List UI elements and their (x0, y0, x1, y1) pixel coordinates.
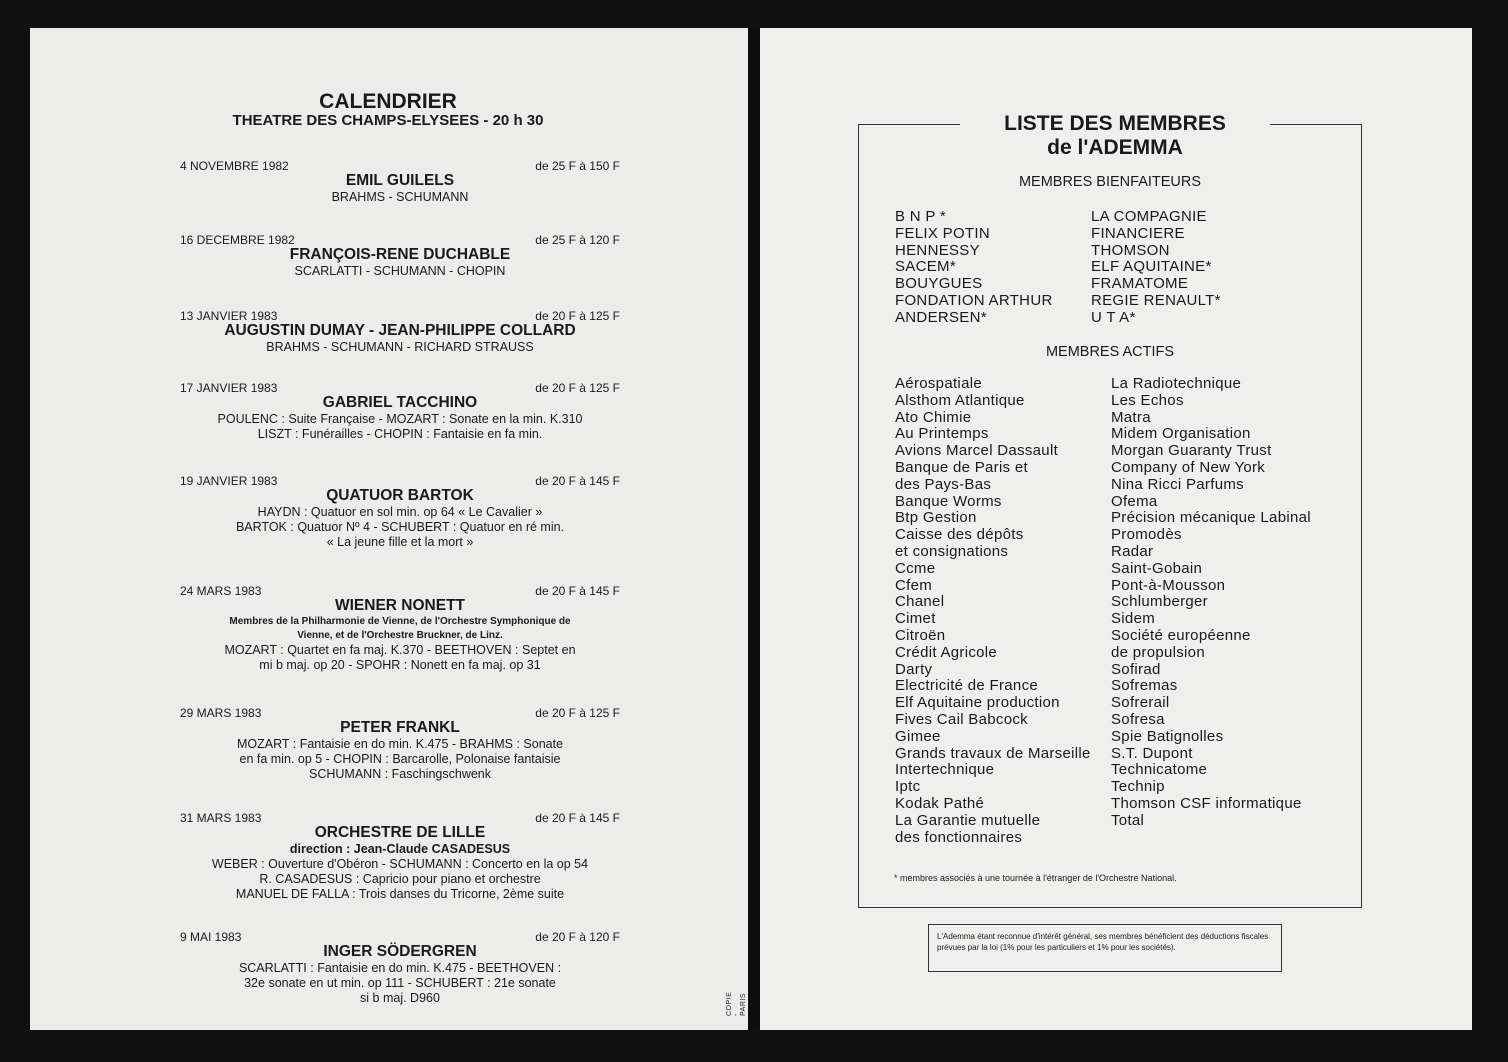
member-name: Intertechnique (895, 761, 995, 779)
member-name: Ccme (895, 559, 936, 577)
concert-program (160, 190, 640, 205)
member-name: Kodak Pathé (895, 794, 985, 812)
member-name: Sofresa (1111, 710, 1165, 728)
member-name: Cimet (895, 610, 936, 628)
concert-price: de 20 F à 145 F (535, 811, 620, 825)
member-name: ANDERSEN* (895, 308, 987, 326)
members-title-line: LISTE DES MEMBRES (1004, 112, 1226, 135)
member-name: Pont-à-Mousson (1111, 576, 1226, 594)
member-name: Grands travaux de Marseille (895, 744, 1091, 762)
member-name: La Radiotechnique (1111, 375, 1242, 392)
member-name: Banque de Paris et (895, 458, 1028, 476)
member-name: Sofrerail (1111, 694, 1170, 712)
concert-program (160, 737, 640, 782)
concert-date: 31 MARS 1983 (180, 811, 262, 825)
program-line: « La jeune fille et la mort » (326, 535, 474, 549)
concert-artist: ORCHESTRE DE LILLE (314, 824, 486, 841)
left-page (30, 28, 748, 1030)
concert-date: 16 DECEMBRE 1982 (180, 233, 295, 247)
concert-date: 13 JANVIER 1983 (180, 309, 278, 323)
member-name: Banque Worms (895, 492, 1002, 510)
member-name: Matra (1111, 408, 1151, 426)
member-name: Midem Organisation (1111, 425, 1251, 443)
member-name: Elf Aquitaine production (895, 694, 1060, 712)
concert-program (160, 961, 640, 1006)
member-name: Fives Cail Babcock (895, 710, 1028, 728)
member-name: Avions Marcel Dassault (895, 442, 1059, 460)
member-name: Darty (895, 660, 933, 678)
concert-program (160, 340, 640, 355)
concert-date: 24 MARS 1983 (180, 584, 262, 598)
member-name: Btp Gestion (895, 509, 977, 527)
member-name: Schlumberger (1111, 593, 1208, 611)
concert-program (160, 412, 640, 442)
member-name: Morgan Guaranty Trust (1111, 442, 1272, 460)
member-name: Cfem (895, 576, 933, 594)
program-line: BRAHMS - SCHUMANN (331, 190, 469, 204)
member-name: Alsthom Atlantique (895, 391, 1025, 409)
member-name: Au Printemps (895, 425, 989, 443)
members-title (960, 112, 1270, 160)
member-name: B N P * (895, 208, 947, 225)
concert-price: de 20 F à 145 F (535, 474, 620, 488)
program-line: BRAHMS - SCHUMANN - RICHARD STRAUSS (266, 340, 534, 354)
member-name: BOUYGUES (895, 275, 983, 293)
actifs-right-column (1111, 376, 1311, 830)
member-name: REGIE RENAULT* (1091, 291, 1221, 309)
program-line: en fa min. op 5 - CHOPIN : Barcarolle, Polonaise fantaisie (239, 752, 561, 766)
bienfaiteurs-right-column (1091, 209, 1221, 327)
member-name: FRAMATOME (1091, 275, 1189, 293)
program-line: R. CASADESUS : Capricio pour piano et orchestre (259, 872, 541, 886)
member-name: Thomson CSF informatique (1111, 794, 1302, 812)
bienfaiteurs-left-column (895, 209, 1053, 327)
member-name: Ato Chimie (895, 408, 972, 426)
member-name: Gimee (895, 727, 941, 745)
member-name: Sidem (1111, 610, 1156, 628)
concert-artist: INGER SÖDERGREN (323, 943, 477, 960)
member-name: Crédit Agricole (895, 643, 998, 661)
member-name: Total (1111, 811, 1145, 829)
calendar-subtitle: THEATRE DES CHAMPS-ELYSEES - 20 h 30 (232, 112, 544, 129)
member-name: THOMSON (1091, 241, 1170, 259)
member-name: LA COMPAGNIE (1091, 208, 1207, 225)
concert-date: 9 MAI 1983 (180, 930, 242, 944)
member-name: Nina Ricci Parfums (1111, 475, 1244, 493)
program-line: SCARLATTI - SCHUMANN - CHOPIN (294, 264, 506, 278)
member-name: Sofirad (1111, 660, 1161, 678)
member-name: Promodès (1111, 526, 1182, 544)
printer-credit: COPIE - PARIS (726, 991, 747, 1016)
member-name: Ofema (1111, 492, 1158, 510)
member-name: FELIX POTIN (895, 224, 990, 242)
concert-program (160, 505, 640, 550)
member-name: Company of New York (1111, 458, 1266, 476)
tax-note-box: L'Ademma étant reconnue d'intérêt général, ses membres bénéficient des déductions fiscales prévues par la loi (1% pour les particuliers et 1% pour les sociétés). (928, 924, 1282, 972)
calendar-title: CALENDRIER (319, 90, 457, 113)
concert-price: de 25 F à 150 F (535, 159, 620, 173)
conductor-line: direction : Jean-Claude CASADESUS (289, 842, 511, 856)
member-name: Les Echos (1111, 391, 1184, 409)
program-line: BARTOK : Quatuor Nº 4 - SCHUBERT : Quatuor en ré min. (235, 520, 565, 534)
concert-date: 29 MARS 1983 (180, 706, 262, 720)
concert-artist: PETER FRANKL (340, 719, 460, 736)
concert-date: 17 JANVIER 1983 (180, 381, 278, 395)
program-line: 32e sonate en ut min. op 111 - SCHUBERT : 21e sonate (244, 976, 556, 990)
member-name: Radar (1111, 542, 1154, 560)
concert-artist: QUATUOR BARTOK (326, 487, 474, 504)
program-line: WEBER : Ouverture d'Obéron - SCHUMANN : Concerto en la op 54 (211, 857, 589, 871)
program-line: mi b maj. op 20 - SPOHR : Nonett en fa maj. op 31 (259, 658, 541, 672)
concert-program (160, 615, 640, 673)
member-name: FINANCIERE (1091, 224, 1185, 242)
concert-artist: WIENER NONETT (334, 597, 466, 614)
member-name: Electricité de France (895, 677, 1039, 695)
concert-price: de 20 F à 125 F (535, 309, 620, 323)
member-name: et consignations (895, 542, 1009, 560)
concert-date: 19 JANVIER 1983 (180, 474, 278, 488)
member-name: Sofremas (1111, 677, 1178, 695)
member-name: Aérospatiale (895, 375, 982, 392)
member-name: Technip (1111, 778, 1165, 796)
concert-price: de 20 F à 125 F (535, 706, 620, 720)
member-name: S.T. Dupont (1111, 744, 1193, 762)
member-name: Citroën (895, 626, 946, 644)
concert-artist: FRANÇOIS-RENE DUCHABLE (289, 246, 511, 263)
concert-price: de 20 F à 145 F (535, 584, 620, 598)
concert-price: de 20 F à 120 F (535, 930, 620, 944)
concert-artist: AUGUSTIN DUMAY - JEAN-PHILIPPE COLLARD (224, 322, 576, 339)
program-line: si b maj. D960 (360, 991, 440, 1005)
member-name: de propulsion (1111, 643, 1205, 661)
program-line: MOZART : Fantaisie en do min. K.475 - BRAHMS : Sonate (236, 737, 564, 751)
member-name: Précision mécanique Labinal (1111, 509, 1311, 527)
concert-artist: EMIL GUILELS (345, 172, 455, 189)
program-line: POULENC : Suite Française - MOZART : Sonate en la min. K.310 (217, 412, 583, 426)
members-title-line: de l'ADEMMA (1047, 136, 1183, 159)
member-name: Technicatome (1111, 761, 1208, 779)
right-page (760, 28, 1472, 1030)
member-name: SACEM* (895, 258, 956, 276)
bienfaiteurs-heading: MEMBRES BIENFAITEURS (1018, 174, 1202, 190)
member-name: Chanel (895, 593, 945, 611)
performers-note: Membres de la Philharmonie de Vienne, de l'Orchestre Symphonique de (229, 616, 571, 627)
concert-program (160, 842, 640, 902)
member-name: U T A* (1091, 308, 1136, 326)
concert-artist: GABRIEL TACCHINO (322, 394, 478, 411)
member-name: Saint-Gobain (1111, 559, 1203, 577)
member-name: Société européenne (1111, 626, 1251, 644)
member-name: La Garantie mutuelle (895, 811, 1041, 829)
member-name: des fonctionnaires (895, 828, 1023, 846)
program-line: SCHUMANN : Faschingschwenk (309, 767, 491, 781)
concert-date: 4 NOVEMBRE 1982 (180, 159, 289, 173)
actifs-heading: MEMBRES ACTIFS (1045, 344, 1175, 360)
member-name: des Pays-Bas (895, 475, 992, 493)
members-footnote: * membres associés à une tournée à l'étranger de l'Orchestre National. (894, 873, 1177, 883)
program-line: LISZT : Funérailles - CHOPIN : Fantaisie en fa min. (257, 427, 543, 441)
program-line: HAYDN : Quatuor en sol min. op 64 « Le Cavalier » (257, 505, 543, 519)
member-name: Caisse des dépôts (895, 526, 1024, 544)
performers-note: Vienne, et de l'Orchestre Bruckner, de Linz. (297, 630, 503, 641)
concert-price: de 20 F à 125 F (535, 381, 620, 395)
program-line: SCARLATTI : Fantaisie en do min. K.475 - BEETHOVEN : (238, 961, 562, 975)
member-name: Iptc (895, 778, 921, 796)
page-gutter (748, 28, 760, 1030)
member-name: HENNESSY (895, 241, 980, 259)
member-name: Spie Batignolles (1111, 727, 1224, 745)
concert-program (160, 264, 640, 279)
program-line: MANUEL DE FALLA : Trois danses du Tricorne, 2ème suite (235, 887, 565, 901)
member-name: FONDATION ARTHUR (895, 291, 1053, 309)
member-name: ELF AQUITAINE* (1091, 258, 1212, 276)
program-line: MOZART : Quartet en fa maj. K.370 - BEETHOVEN : Septet en (224, 643, 576, 657)
actifs-left-column (895, 376, 1091, 846)
concert-price: de 25 F à 120 F (535, 233, 620, 247)
